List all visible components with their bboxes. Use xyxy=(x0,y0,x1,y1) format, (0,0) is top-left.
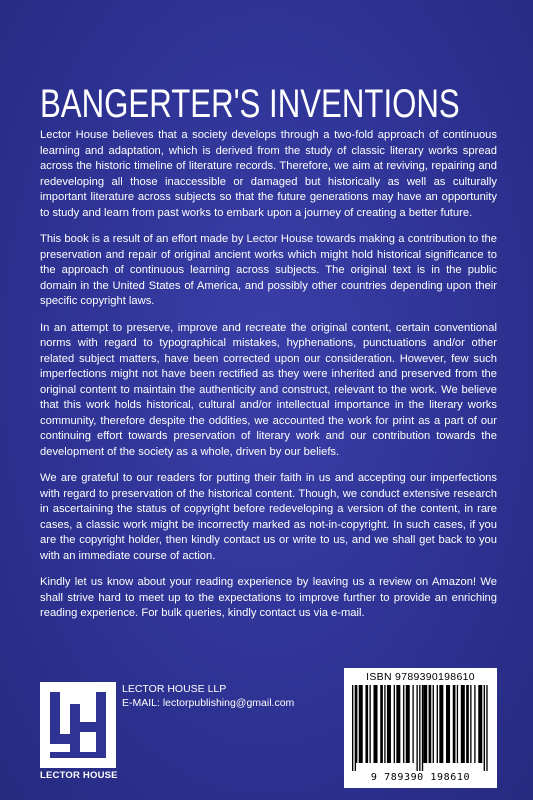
barcode-bar xyxy=(457,685,458,763)
paragraph-2: This book is a result of an effort made by Lector House towards making a contribution to the preservation and repair of original ancient works which might hold historical significance to the approach of continuous learning across subjects. The original text is in the public domain in the United States of America, and possibly other countries depending upon their specific copyright laws. xyxy=(40,233,497,307)
barcode-bar xyxy=(466,685,469,763)
lector-house-logo-icon xyxy=(40,682,116,768)
publisher-name: LECTOR HOUSE LLP xyxy=(122,683,227,695)
barcode-bar xyxy=(429,685,432,763)
barcode-bar xyxy=(387,685,391,763)
barcode-bar xyxy=(384,685,385,763)
barcode-bar xyxy=(373,685,377,763)
barcode-bar xyxy=(433,685,434,763)
barcode-bar xyxy=(453,685,456,763)
barcode-bar xyxy=(406,685,410,763)
publisher-info xyxy=(122,682,294,710)
barcode-bar xyxy=(422,685,423,771)
barcode-bar xyxy=(352,685,353,771)
barcode-bar xyxy=(396,685,400,763)
barcode-bar xyxy=(394,685,395,763)
publisher-email: E-MAIL: lectorpublishing@gmail.com xyxy=(122,697,295,709)
barcode-bar xyxy=(446,685,450,763)
barcode-bar xyxy=(486,685,487,771)
barcode-bar xyxy=(423,685,427,763)
barcode-bar xyxy=(484,685,485,771)
book-title: BANGERTER'S INVENTIONS xyxy=(40,82,460,126)
paragraph-3: In an attempt to preserve, improve and recreate the original content, certain conventional norms with regard to typographical mistakes, hyphenations, punctuations and/or other related subject matters, have been corrected upon our consideration. However, few such imperfections might not have been rectified as they were inherited and preserved from the original content to maintain the authenticity and construct, relevant to the work. We believe that this work holds historical, cultural and/or intellectual importance in the literary works community, therefore despite the oddities, we accounted the work for print as a part of our continuing effort towards preservation of literary work and our contribution towards the development of the society as a whole, driven by our beliefs. xyxy=(40,321,497,458)
barcode-bar xyxy=(439,685,443,763)
barcode-bar xyxy=(437,685,438,763)
barcode-digits: 9 789390 198610 xyxy=(370,772,471,783)
barcode-bar xyxy=(412,685,413,763)
paragraph-4: We are grateful to our readers for putting their faith in us and accepting our imperfections with regard to preservation of the historical content. Though, we conduct extensive research in ascertaining the status of copyright before redeveloping a version of the content, in rare cases, a classic work might be incorrectly marked as not-in-copyright. In such cases, if you are the copyright holder, then kindly contact us or write to us, and we shall get back to you with an immediate course of action. xyxy=(40,472,497,562)
barcode-bars xyxy=(352,685,489,771)
barcode-bar xyxy=(359,685,363,763)
barcode-bar xyxy=(356,685,357,763)
barcode-bar xyxy=(470,685,471,763)
barcode-bar xyxy=(380,685,383,763)
isbn-barcode xyxy=(344,668,497,788)
barcode-bar xyxy=(355,685,356,771)
isbn-label: ISBN 9789390198610 xyxy=(366,671,475,683)
paragraph-1: Lector House believes that a society develops through a two-fold approach of continuous learning and adaptation, which is derived from the study of classic literary works spread across the historic timeline of literature records. Therefore, we aim at reviving, repairing and redeveloping all those inaccessible or damaged but historically as well as culturally important literature across subjects so that the future generations may have an opportunity to study and learn from past works to embark upon a journey of creating a better future. xyxy=(40,129,497,219)
barcode-bar xyxy=(369,685,370,763)
barcode-bar xyxy=(478,685,482,763)
barcode-bar xyxy=(461,685,465,763)
barcode-bar xyxy=(365,685,368,763)
barcode-bar xyxy=(416,685,417,771)
barcode-bar xyxy=(474,685,475,763)
body-text xyxy=(40,128,497,633)
barcode-bar xyxy=(419,685,420,771)
logo-caption: LECTOR HOUSE xyxy=(40,770,118,781)
paragraph-5: Kindly let us know about your reading experience by leaving us a review on Amazon! We shall strive hard to meet up to the expectations to improve further to provide an enriching reading experience. For bulk queries, kindly contact us via e-mail. xyxy=(40,576,497,619)
barcode-bar xyxy=(403,685,404,763)
